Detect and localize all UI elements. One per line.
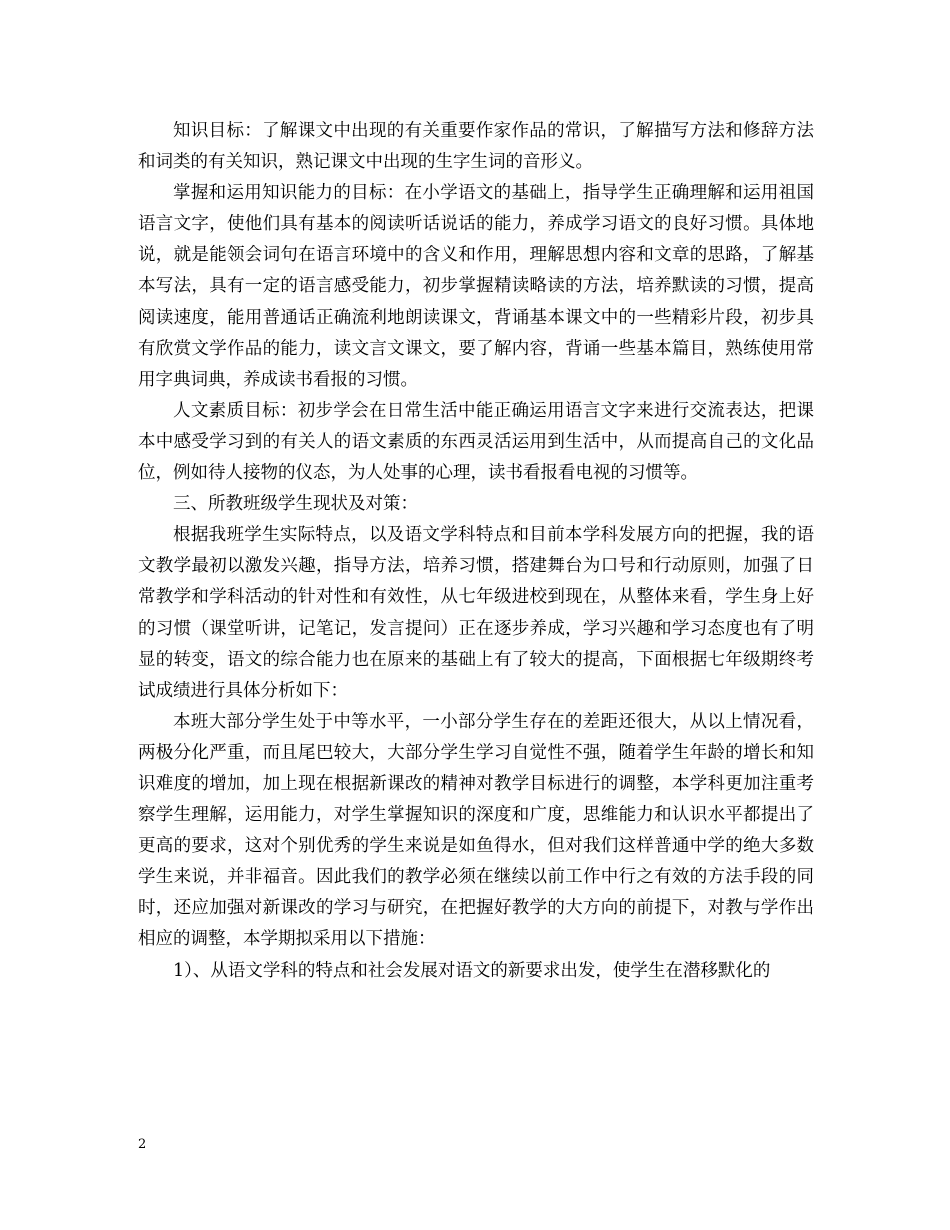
- paragraph-student-levels: 本班大部分学生处于中等水平，一小部分学生存在的差距还很大，从以上情况看，两极分化严重，而且尾巴较大，大部分学生学习自觉性不强，随着学生年龄的增长和知识难度的增加，加上现在根据新课改的精神对教学目标进行的调整，本学科更加注重考察学生理解，运用能力，对学生掌握知识的深度和广度，思维能力和认识水平都提出了更高的要求，这对个别优秀的学生来说是如鱼得水，但对我们这样普通中学的绝大多数学生来说，并非福音。因此我们的教学必须在继续以前工作中行之有效的方法手段的同时，还应加强对新课改的学习与研究，在把握好教学的大方向的前提下，对教与学作出相应的调整，本学期拟采用以下措施：: [138, 711, 814, 950]
- paragraph-class-analysis: 根据我班学生实际特点，以及语文学科特点和目前本学科发展方向的把握，我的语文教学最初以激发兴趣，指导方法，培养习惯，搭建舞台为口号和行动原则，加强了日常教学和学科活动的针对性和有效性，从七年级进校到现在，从整体来看，学生身上好的习惯（课堂听讲，记笔记，发言提问）正在逐步养成，学习兴趣和学习态度也有了明显的转变，语文的综合能力也在原来的基础上有了较大的提高，下面根据七年级期终考试成绩进行具体分析如下：: [138, 525, 814, 701]
- page-number: 2: [138, 1137, 147, 1152]
- body-text: [138, 116, 814, 987]
- section-heading-student-status: 三、所教班级学生现状及对策：: [173, 494, 418, 515]
- paragraph-measure-1: 1）、从语文学科的特点和社会发展对语文的新要求出发，使学生在潜移默化的: [173, 960, 771, 981]
- paragraph-humanistic-goal: 人文素质目标：初步学会在日常生活中能正确运用语言文字来进行交流表达，把课本中感受学习到的有关人的语文素质的东西灵活运用到生活中，从而提高自己的文化品位，例如待人接物的仪态，为人处事的心理，读书看报看电视的习惯等。: [138, 400, 814, 484]
- paragraph-knowledge-goal: 知识目标：了解课文中出现的有关重要作家作品的常识，了解描写方法和修辞方法和词类的有关知识，熟记课文中出现的生字生词的音形义。: [138, 121, 814, 173]
- paragraph-ability-goal: 掌握和运用知识能力的目标：在小学语文的基础上，指导学生正确理解和运用祖国语言文字，使他们具有基本的阅读听话说话的能力，养成学习语文的良好习惯。具体地说，就是能领会词句在语言环境中的含义和作用，理解思想内容和文章的思路，了解基本写法，具有一定的语言感受能力，初步掌握精读略读的方法，培养默读的习惯，提高阅读速度，能用普通话正确流利地朗读课文，背诵基本课文中的一些精彩片段，初步具有欣赏文学作品的能力，读文言文课文，要了解内容，背诵一些基本篇目，熟练使用常用字典词典，养成读书看报的习惯。: [138, 183, 814, 390]
